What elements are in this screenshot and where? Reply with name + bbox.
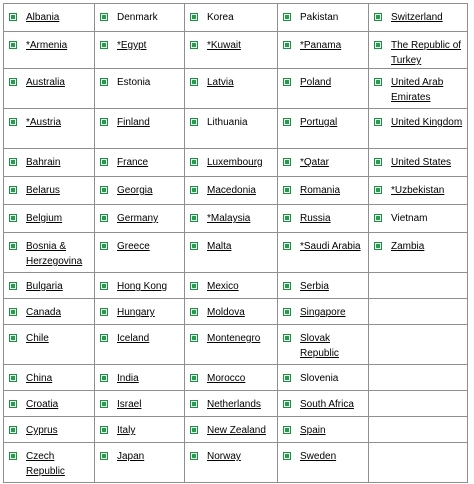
country-item [100,239,182,254]
table-cell [278,177,369,205]
country-item [374,10,465,25]
table-row [4,109,468,149]
expand-square-icon[interactable] [100,374,108,382]
expand-square-icon[interactable] [283,282,291,290]
country-item [190,305,275,320]
country-link[interactable]: *Kuwait [207,40,241,51]
expand-square-icon[interactable] [100,41,108,49]
expand-square-icon[interactable] [9,13,17,21]
country-link[interactable]: Romania [300,185,341,196]
expand-square-icon[interactable] [283,400,291,408]
table-cell [278,69,369,109]
expand-square-icon[interactable] [283,214,291,222]
table-cell [185,443,278,483]
country-item [190,115,275,130]
table-row [4,233,468,273]
country-link[interactable]: Hong Kong [117,281,168,292]
country-link[interactable]: New Zealand [207,425,266,436]
country-link[interactable]: Zambia [391,241,425,252]
table-row [4,299,468,325]
country-link[interactable]: Hungary [117,307,155,318]
expand-square-icon[interactable] [283,334,291,342]
country-item [100,305,182,320]
table-cell [95,417,185,443]
table-cell [4,365,95,391]
expand-square-icon[interactable] [9,186,17,194]
country-link[interactable]: Malta [207,241,232,252]
table-cell [185,299,278,325]
country-item [190,423,275,438]
expand-square-icon[interactable] [374,242,382,250]
country-link[interactable]: Greece [117,241,150,252]
expand-square-icon[interactable] [9,308,17,316]
country-link[interactable]: Georgia [117,185,153,196]
expand-square-icon[interactable] [283,41,291,49]
country-item [190,183,275,198]
country-link[interactable]: *Uzbekistan [391,185,445,196]
table-cell [95,109,185,149]
table-row [4,325,468,365]
country-item [283,155,366,170]
expand-square-icon[interactable] [283,186,291,194]
table-row [4,177,468,205]
table-row [4,205,468,233]
country-link[interactable]: Canada [26,307,62,318]
country-link[interactable]: *Egypt [117,40,147,51]
country-label: Vietnam [391,213,428,224]
country-link[interactable]: Cyprus [26,425,58,436]
table-cell [185,149,278,177]
expand-square-icon[interactable] [100,400,108,408]
country-link[interactable]: Bahrain [26,157,61,168]
country-label: Korea [207,12,234,23]
country-link[interactable]: *Armenia [26,40,68,51]
table-cell [95,149,185,177]
country-item [9,239,92,269]
country-item [190,331,275,346]
country-item [9,371,92,386]
table-cell [369,69,468,109]
expand-square-icon[interactable] [9,214,17,222]
country-item [190,75,275,90]
country-link[interactable]: Spain [300,425,326,436]
table-cell [185,391,278,417]
country-link[interactable]: Moldova [207,307,245,318]
country-link[interactable]: Israel [117,399,142,410]
table-cell [369,233,468,273]
expand-square-icon[interactable] [283,242,291,250]
table-cell [4,273,95,299]
country-link[interactable]: *Saudi Arabia [300,241,361,252]
country-item [283,239,366,254]
table-cell [185,32,278,69]
country-link[interactable]: Russia [300,213,331,224]
country-item [9,331,92,346]
table-cell [95,69,185,109]
table-row [4,149,468,177]
table-cell [278,391,369,417]
expand-square-icon[interactable] [9,78,17,86]
country-item [190,155,275,170]
country-link[interactable]: China [26,373,53,384]
table-cell [4,109,95,149]
expand-square-icon[interactable] [283,308,291,316]
empty-cell [369,325,468,365]
table-cell [95,325,185,365]
table-cell [369,177,468,205]
table-cell [369,32,468,69]
country-item [283,305,366,320]
empty-cell [369,443,468,483]
expand-square-icon[interactable] [190,426,198,434]
country-item [283,423,366,438]
table-cell [95,391,185,417]
table-cell [185,417,278,443]
country-link[interactable]: Macedonia [207,185,256,196]
country-item [9,10,92,25]
table-row [4,391,468,417]
country-link[interactable]: Germany [117,213,159,224]
country-link[interactable]: United Kingdom [391,117,463,128]
country-item [9,397,92,412]
expand-square-icon[interactable] [9,374,17,382]
country-item [9,423,92,438]
table-cell [4,325,95,365]
table-cell [185,365,278,391]
table-row [4,365,468,391]
country-item [9,449,92,479]
expand-square-icon[interactable] [100,158,108,166]
country-item [190,239,275,254]
country-link[interactable]: Australia [26,77,65,88]
table-cell [185,233,278,273]
country-item [283,371,366,386]
empty-cell [369,365,468,391]
expand-square-icon[interactable] [9,118,17,126]
country-item [190,38,275,53]
table-cell [4,32,95,69]
expand-square-icon[interactable] [190,374,198,382]
country-link[interactable]: Luxembourg [207,157,263,168]
country-label: Pakistan [300,12,339,23]
table-cell [185,325,278,365]
expand-square-icon[interactable] [374,13,382,21]
table-cell [369,149,468,177]
country-item [374,183,465,198]
expand-square-icon[interactable] [190,242,198,250]
country-link[interactable]: Iceland [117,333,150,344]
expand-square-icon[interactable] [100,13,108,21]
country-item [283,449,366,464]
table-cell [278,325,369,365]
country-item [100,331,182,346]
table-row [4,443,468,483]
country-item [100,75,182,90]
expand-square-icon[interactable] [100,186,108,194]
expand-square-icon[interactable] [374,78,382,86]
country-item [9,75,92,90]
country-item [190,10,275,25]
table-cell [185,109,278,149]
country-link[interactable]: Japan [117,451,145,462]
country-link[interactable]: South Africa [300,399,354,410]
expand-square-icon[interactable] [100,282,108,290]
country-item [374,38,465,68]
expand-square-icon[interactable] [100,242,108,250]
table-cell [95,205,185,233]
expand-square-icon[interactable] [190,334,198,342]
expand-square-icon[interactable] [100,78,108,86]
expand-square-icon[interactable] [374,158,382,166]
country-item [283,183,366,198]
country-item [283,397,366,412]
country-item [100,115,182,130]
country-link[interactable]: The Republic of Turkey [391,40,462,66]
table-cell [185,205,278,233]
table-cell [4,391,95,417]
expand-square-icon[interactable] [374,118,382,126]
table-cell [278,273,369,299]
country-item [374,115,465,130]
expand-square-icon[interactable] [190,158,198,166]
country-link[interactable]: Belgium [26,213,63,224]
empty-cell [369,391,468,417]
country-label: Lithuania [207,117,248,128]
table-cell [278,417,369,443]
table-cell [4,299,95,325]
country-link[interactable]: France [117,157,149,168]
table-row [4,273,468,299]
country-table [3,3,468,483]
table-cell [185,273,278,299]
country-link[interactable]: Montenegro [207,333,261,344]
country-label: Denmark [117,12,158,23]
country-item [190,449,275,464]
country-item [100,279,182,294]
expand-square-icon[interactable] [9,426,17,434]
expand-square-icon[interactable] [9,242,17,250]
expand-square-icon[interactable] [190,118,198,126]
country-item [9,211,92,226]
country-link[interactable]: Norway [207,451,241,462]
table-cell [278,205,369,233]
country-link[interactable]: *Qatar [300,157,329,168]
table-cell [185,177,278,205]
country-item [9,279,92,294]
table-cell [4,4,95,32]
table-cell [185,69,278,109]
country-link[interactable]: Latvia [207,77,234,88]
country-item [283,10,366,25]
country-item [374,211,465,226]
table-cell [95,233,185,273]
expand-square-icon[interactable] [283,13,291,21]
table-row [4,32,468,69]
expand-square-icon[interactable] [9,400,17,408]
country-link[interactable]: *Malaysia [207,213,251,224]
table-cell [278,32,369,69]
expand-square-icon[interactable] [374,41,382,49]
country-link[interactable]: *Austria [26,117,62,128]
expand-square-icon[interactable] [190,41,198,49]
country-item [190,397,275,412]
country-link[interactable]: Netherlands [207,399,261,410]
table-cell [278,109,369,149]
country-item [9,305,92,320]
table-cell [4,205,95,233]
table-cell [369,205,468,233]
table-cell [4,149,95,177]
country-item [100,183,182,198]
country-item [100,423,182,438]
table-cell [278,4,369,32]
table-cell [278,299,369,325]
country-item [283,279,366,294]
expand-square-icon[interactable] [9,334,17,342]
country-link[interactable]: Bosnia & Herzegovina [26,241,83,267]
country-link[interactable]: Belarus [26,185,60,196]
country-item [190,279,275,294]
country-link[interactable]: United Arab Emirates [391,77,444,103]
expand-square-icon[interactable] [190,400,198,408]
country-link[interactable]: *Panama [300,40,342,51]
expand-square-icon[interactable] [190,282,198,290]
country-item [100,155,182,170]
country-link[interactable]: Singapore [300,307,346,318]
country-item [190,211,275,226]
table-cell [185,4,278,32]
empty-cell [369,273,468,299]
table-cell [95,443,185,483]
country-link[interactable]: Croatia [26,399,59,410]
table-cell [4,443,95,483]
country-item [374,239,465,254]
expand-square-icon[interactable] [283,158,291,166]
expand-square-icon[interactable] [9,452,17,460]
country-item [190,371,275,386]
country-link[interactable]: Poland [300,77,332,88]
expand-square-icon[interactable] [190,186,198,194]
expand-square-icon[interactable] [190,13,198,21]
country-item [9,38,92,53]
country-item [374,75,465,105]
table-cell [4,177,95,205]
country-item [100,449,182,464]
expand-square-icon[interactable] [374,214,382,222]
country-link[interactable]: Mexico [207,281,239,292]
country-item [100,371,182,386]
expand-square-icon[interactable] [100,214,108,222]
country-link[interactable]: Portugal [300,117,338,128]
expand-square-icon[interactable] [283,426,291,434]
expand-square-icon[interactable] [9,41,17,49]
country-item [9,155,92,170]
table-cell [95,273,185,299]
country-item [9,183,92,198]
expand-square-icon[interactable] [283,452,291,460]
country-link[interactable]: Bulgaria [26,281,63,292]
expand-square-icon[interactable] [100,452,108,460]
expand-square-icon[interactable] [100,426,108,434]
expand-square-icon[interactable] [100,118,108,126]
table-cell [369,109,468,149]
expand-square-icon[interactable] [283,78,291,86]
country-item [283,331,366,361]
table-cell [95,365,185,391]
country-item [283,211,366,226]
table-cell [95,299,185,325]
country-item [283,75,366,90]
table-cell [369,4,468,32]
table-cell [278,365,369,391]
expand-square-icon[interactable] [9,158,17,166]
expand-square-icon[interactable] [9,282,17,290]
country-link[interactable]: United States [391,157,452,168]
country-item [100,38,182,53]
country-item [100,397,182,412]
table-cell [95,4,185,32]
table-cell [278,149,369,177]
country-label: Slovenia [300,373,339,384]
country-item [283,115,366,130]
expand-square-icon[interactable] [374,186,382,194]
country-item [9,115,92,130]
country-item [374,155,465,170]
table-cell [4,233,95,273]
table-cell [95,32,185,69]
expand-square-icon[interactable] [190,452,198,460]
country-item [100,10,182,25]
country-link[interactable]: Finland [117,117,150,128]
empty-cell [369,417,468,443]
expand-square-icon[interactable] [190,78,198,86]
country-link[interactable]: Slovak Republic [300,333,339,359]
country-link[interactable]: Serbia [300,281,329,292]
expand-square-icon[interactable] [283,118,291,126]
country-link[interactable]: India [117,373,139,384]
expand-square-icon[interactable] [100,334,108,342]
country-item [100,211,182,226]
table-cell [4,69,95,109]
country-label: Estonia [117,77,151,88]
table-row [4,4,468,32]
table-cell [278,443,369,483]
country-link[interactable]: Switzerland [391,12,443,23]
expand-square-icon[interactable] [190,308,198,316]
table-cell [278,233,369,273]
country-link[interactable]: Chile [26,333,49,344]
country-link[interactable]: Czech Republic [26,451,65,477]
expand-square-icon[interactable] [190,214,198,222]
empty-cell [369,299,468,325]
country-link[interactable]: Albania [26,12,60,23]
country-item [283,38,366,53]
table-row [4,417,468,443]
expand-square-icon[interactable] [283,374,291,382]
country-link[interactable]: Italy [117,425,136,436]
country-link[interactable]: Sweden [300,451,337,462]
table-cell [4,417,95,443]
table-cell [95,177,185,205]
country-link[interactable]: Morocco [207,373,246,384]
expand-square-icon[interactable] [100,308,108,316]
table-row [4,69,468,109]
